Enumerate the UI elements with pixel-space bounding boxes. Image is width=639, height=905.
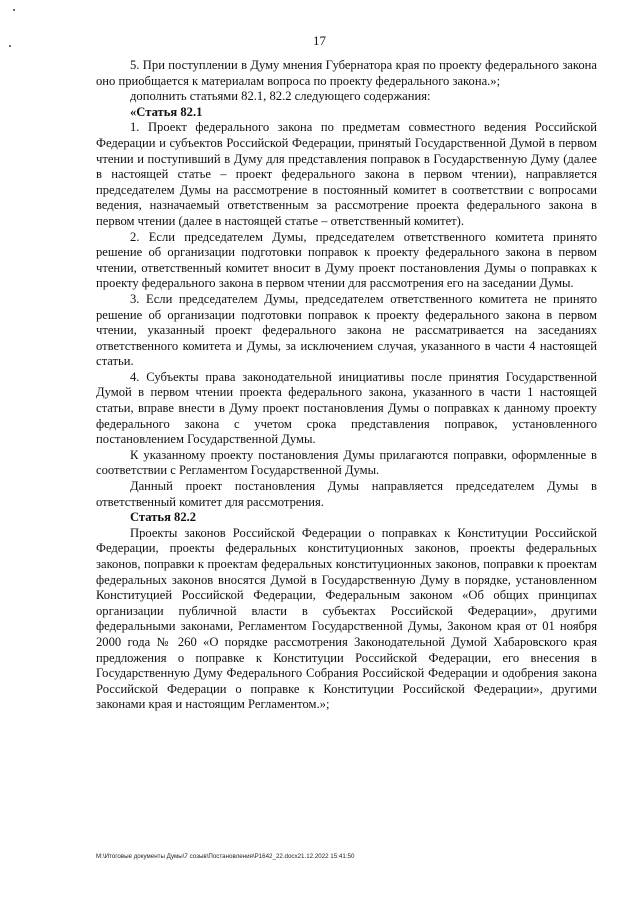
paragraph: дополнить статьями 82.1, 82.2 следующего содержания: — [130, 89, 431, 104]
paragraph: 5. При поступлении в Думу мнения Губернатора края по проекту федерального закона оно приобщается к материалам вопроса по проекту федерального закона.»; — [96, 58, 597, 88]
scan-speck — [13, 9, 15, 11]
paragraph: 1. Проект федерального закона по предметам совместного ведения Российской Федерации и субъектов Российской Федерации, принятый Государственной Думой в первом чтении и поступивший в Думу для представления поправок в Государственную Думу (далее в настоящей статье – проект федерального закона в первом чтении), направляется председателем Думы на рассмотрение в постоянный комитет в соответствии с вопросами ведения, назначаемый ответственным за рассмотрение проекта федерального закона в первом чтении (далее в настоящей статье – ответственный комитет). — [96, 120, 597, 228]
article-heading: Статья 82.2 — [130, 510, 197, 525]
paragraph: К указанному проекту постановления Думы прилагаются поправки, оформленные в соответствии с Регламентом Государственной Думы. — [96, 447, 597, 478]
paragraph: 3. Если председателем Думы, председателем ответственного комитета не принято решение об организации подготовки поправок к проекту федерального закона в первом чтении, указанный проект федерального закона не рассматривается на заседаниях ответственного комитета и Думы, за исключением случая, указанного в части 4 настоящей статьи. — [96, 291, 597, 369]
paragraph: 4. Субъекты права законодательной инициативы после принятия Государственной Думой в первом чтении проекта федерального закона, указанного в части 1 настоящей статьи, вправе внести в Думу проект постановления Думы о поправках к данному проекту федерального закона с учетом срока представления поправок, установленного постановлением Государственной Думы. — [96, 369, 597, 447]
paragraph: 2. Если председателем Думы, председателем ответственного комитета принято решение об организации подготовки поправок к проекту федерального закона в первом чтении, ответственный комитет вносит в Думу проект постановления Думы о поправках к проекту федерального закона в первом чтении для рассмотрения его на заседании Думы. — [96, 229, 597, 291]
article-heading: «Статья 82.1 — [130, 104, 203, 119]
document-body — [96, 58, 597, 713]
file-path-footer: M:\Итоговые документы Думы\7 созыв\Постановления\P1642_22.docx21.12.2022 15:41:50 — [96, 853, 355, 860]
paragraph: Данный проект постановления Думы направляется председателем Думы в ответственный комитет для рассмотрения. — [96, 479, 597, 509]
paragraph: Проекты законов Российской Федерации о поправках к Конституции Российской Федерации, проекты федеральных конституционных законов, проекты федеральных законов, поправки к проектам федеральных конституционных законов, поправки к проектам федеральных законов вносятся Думой в Государственную Думу в порядке, установленном Конституцией Российской Федерации, Федеральным законом «Об общих принципах организации публичной власти в субъектах Российской Федерации», другими федеральными законами, Регламентом Государственной Думы, Законом края от 01 ноября 2000 года № 260 «О порядке рассмотрения Законодательной Думой Хабаровского края предложения о поправке к Конституции Российской Федерации, его внесения в Государственную Думу Федерального Собрания Российской Федерации и одобрения закона Российской Федерации о поправке к Конституции Российской Федерации», другими законами края и настоящим Регламентом.»; — [96, 525, 597, 712]
page-number: 17 — [313, 33, 326, 48]
